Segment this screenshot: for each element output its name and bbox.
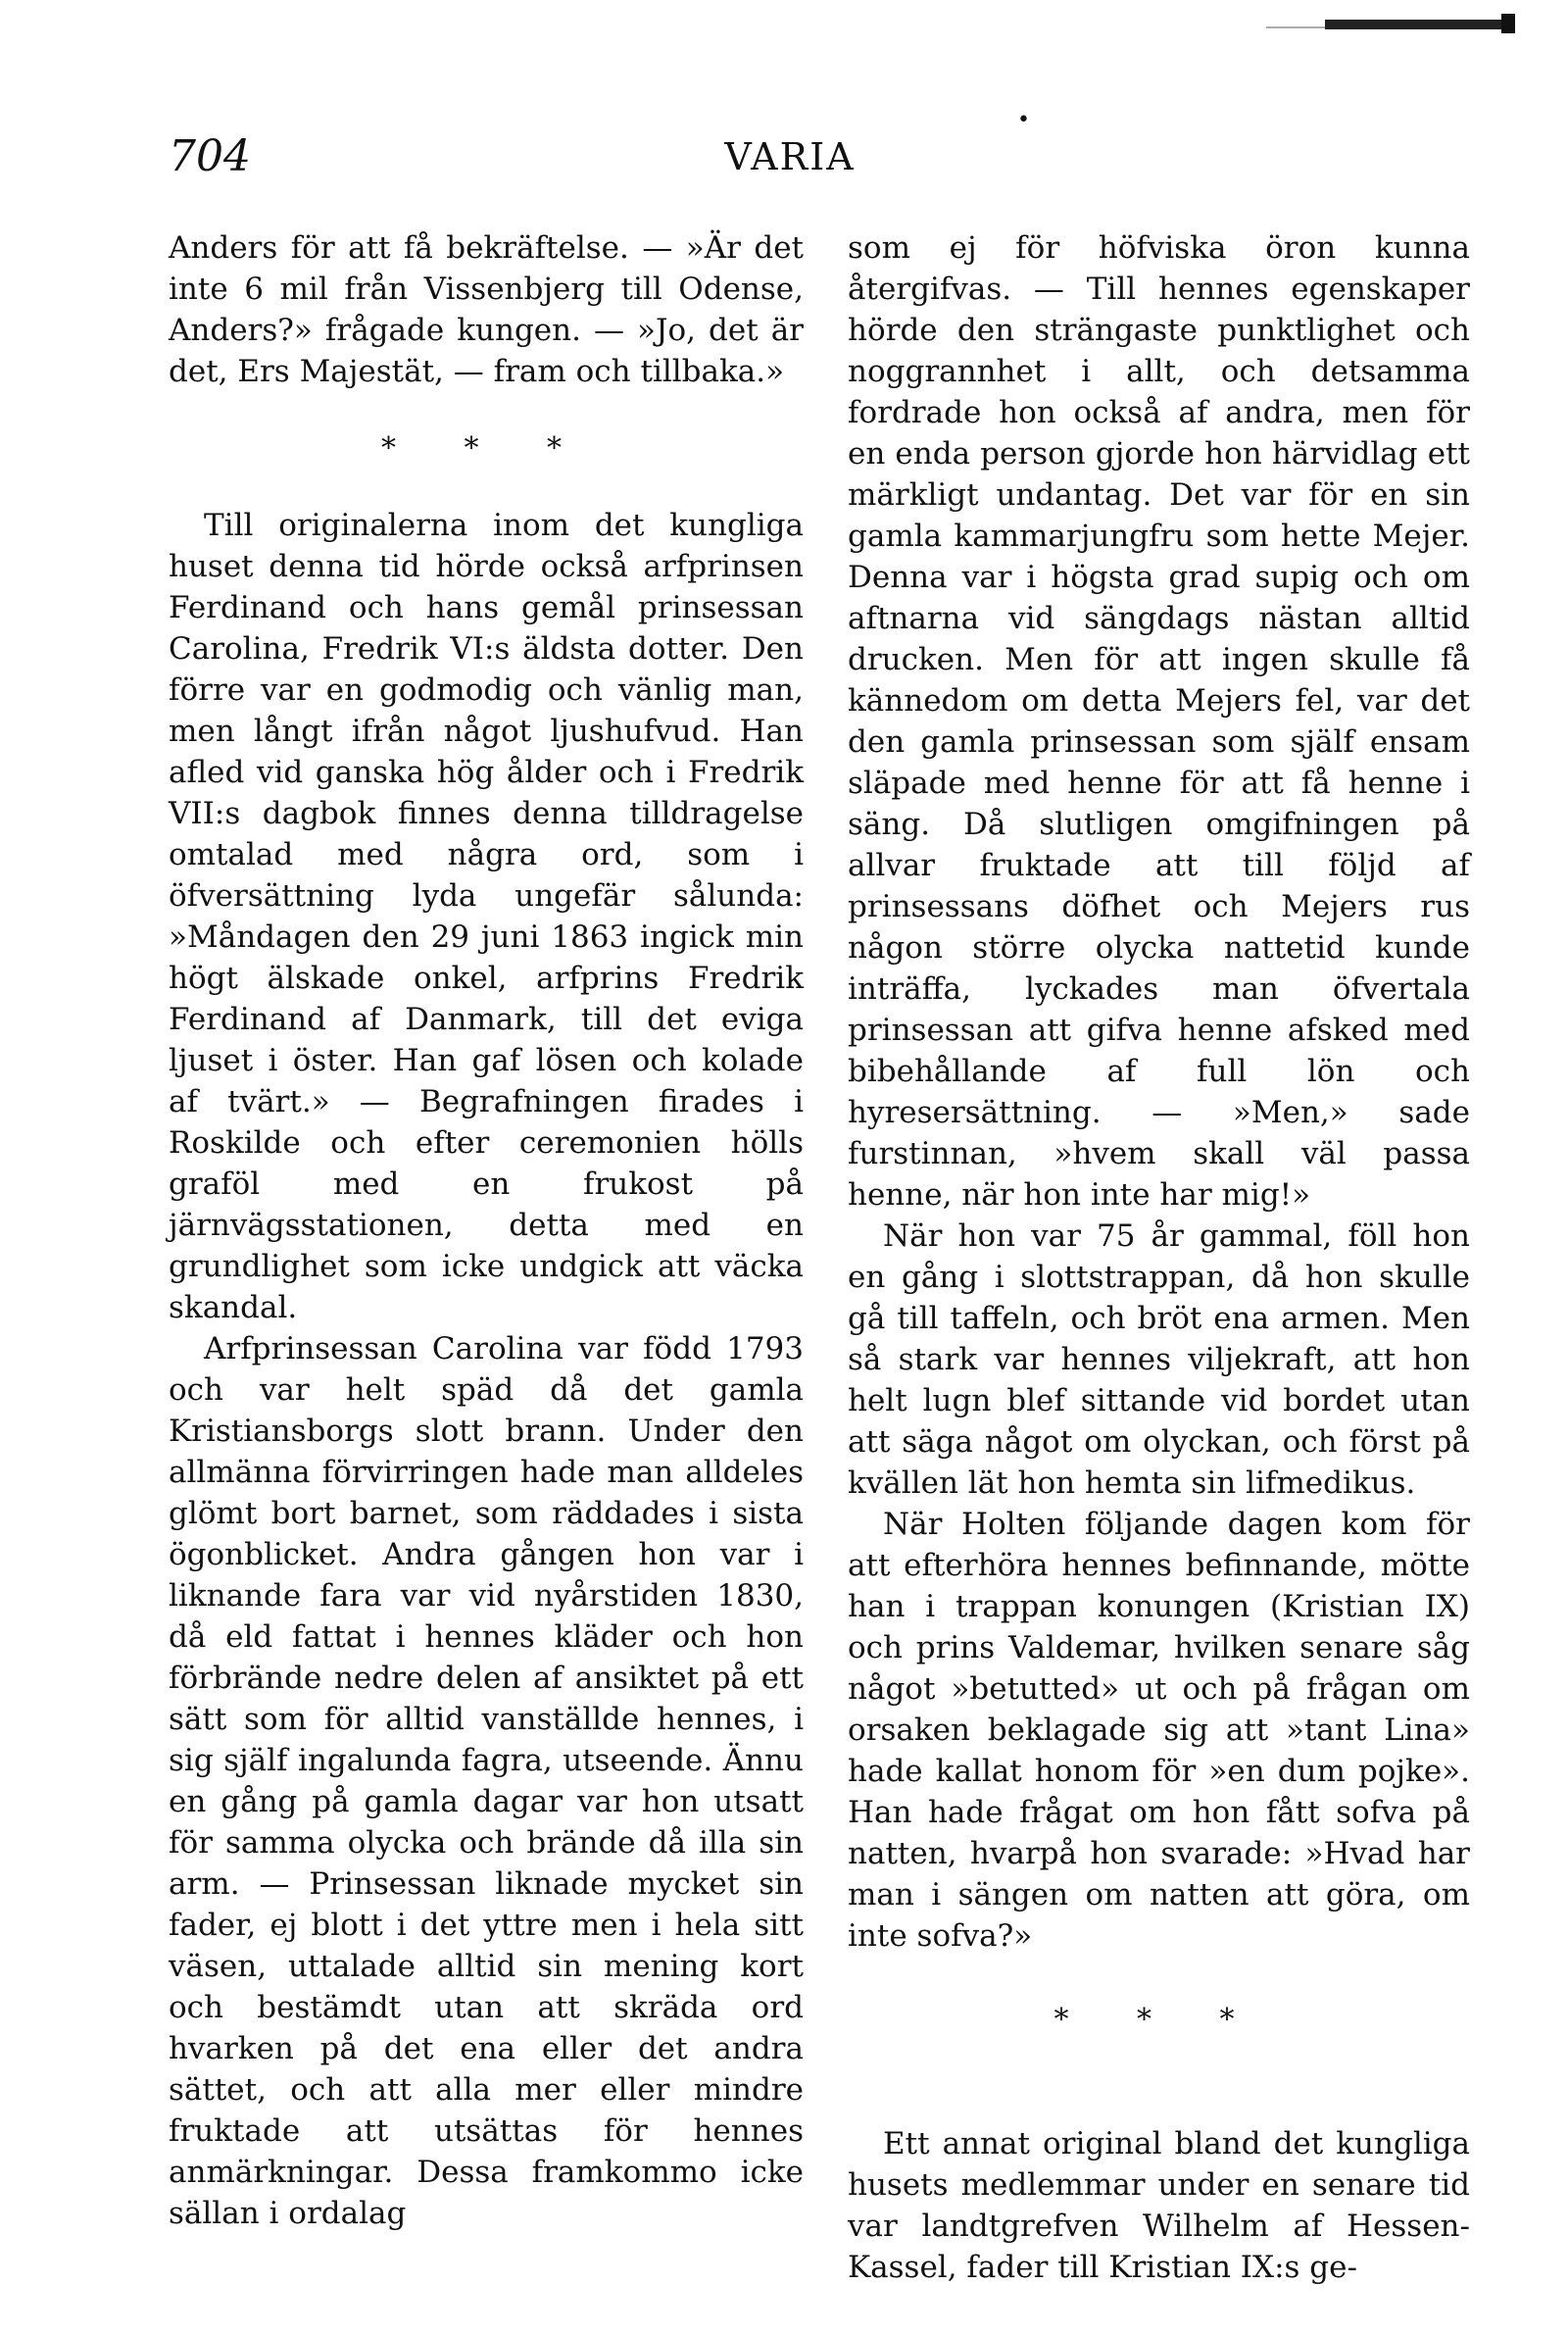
paragraph-arfprins-ferdinand: Till originalerna inom det kungliga huset denna tid hörde också arfprinsen Ferdinand och hans gemål prinsessan Carolina, Fredrik VI:s äldsta dotter. Den förre var en godmodig och vänlig man, men långt ifrån något ljushufvud. Han afled vid ganska hög ålder och i Fredrik VII:s dagbok finnes denna tilldragelse omtalad med några ord, som i öfversättning lyda ungefär sålunda: »Måndagen den 29 juni 1863 ingick min högt älskade onkel, arfprins Fredrik Ferdinand af Danmark, till det eviga ljuset i öster. Han gaf lösen och kolade af tvärt.» — Begrafningen firades i Roskilde och efter ceremonien hölls graföl med en frukost på järnvägsstationen, detta med en grundlighet som icke undgick att väcka skandal. [169,508,804,1325]
page-header [169,131,1411,190]
page-number: 704 [169,131,251,181]
section-separator-asterism-right: * * * [1054,2003,1264,2037]
section-separator-asterism: * * * [380,431,592,466]
running-head: VARIA [724,135,856,178]
paragraph-slottstrappan: När hon var 75 år gammal, föll hon en gång i slottstrappan, då hon skulle gå till taffeln, och bröt ena armen. Men så stark var hennes viljekraft, att hon helt lugn blef sittande vid bordet utan att säga något om olyckan, och först på kvällen lät hon hemta sin lifmedikus. [848,1218,1470,1501]
paragraph-anders: Anders för att få bekräftelse. — »Är det inte 6 mil från Vissenbjerg till Odense, Anders?» frågade kungen. — »Jo, det är det, Ers Majestät, — fram och tillbaka.» [169,230,804,389]
scan-edge-mark [1266,14,1521,33]
print-speck: • [1017,108,1030,132]
paragraph-egenskaper: som ej för höfviska öron kunna återgifvas. — Till hennes egenskaper hörde den strängaste punktlighet och noggrannhet i allt, och detsamma fordrade hon också af andra, men för en enda person gjorde hon härvidlag ett märkligt undantag. Det var för en sin gamla kammarjungfru som hette Mejer. Denna var i högsta grad supig och om aftnarna vid sängdags nästan alltid drucken. Men för att ingen skulle få kännedom om detta Mejers fel, var det den gamla prinsessan som själf ensam släpade med henne för att få henne i säng. Då slutligen omgifningen på allvar fruktade att till följd af prinsessans döfhet och Mejers rus någon större olycka nattetid kunde inträffa, lyckades man öfvertala prinsessan att gifva henne afsked med bibehållande af full lön och hyresersättning. — »Men,» sade furstinnan, »hvem skall väl passa henne, när hon inte har mig!» [848,230,1470,1213]
paragraph-arfprinsessan-carolina: Arfprinsessan Carolina var född 1793 och var helt späd då det gamla Kristiansborgs slott brann. Under den allmänna förvirringen hade man alldeles glömt bort barnet, som räddades i sista ögonblicket. Andra gången hon var i liknande fara var vid nyårstiden 1830, då eld fattat i hennes kläder och hon förbrände nedre delen af ansiktet på ett sätt som för alltid vanställde hennes, i sig själf ingalunda fagra, utseende. Ännu en gång på gamla dagar var hon utsatt för samma olycka och brände då illa sin arm. — Prinsessan liknade mycket sin fader, ej blott i det yttre men i hela sitt väsen, uttalade alltid sin mening kort och bestämdt utan att skräda ord hvarken på det ena eller det andra sättet, och att alla mer eller mindre fruktade att utsättas för hennes anmärkningar. Dessa framkommo icke sällan i ordalag [169,1331,804,2231]
paragraph-holten: När Holten följande dagen kom för att efterhöra hennes befinnande, mötte han i trappan konungen (Kristian IX) och prins Valdemar, hvilken senare såg något »betutted» ut och på frågan om orsaken beklagade sig att »tant Lina» hade kallat honom för »en dum pojke». Han hade frågat om hon fått sofva på natten, hvarpå hon svarade: »Hvad har man i sängen om natten att göra, om inte sofva?» [848,1507,1470,1954]
right-column [848,227,1470,2288]
left-column [169,227,804,2234]
paragraph-landtgrefven-wilhelm: Ett annat original bland det kungliga husets medlemmar under en senare tid var landtgrefven Wilhelm af Hessen-Kassel, fader till Kristian IX:s ge- [848,2126,1470,2285]
